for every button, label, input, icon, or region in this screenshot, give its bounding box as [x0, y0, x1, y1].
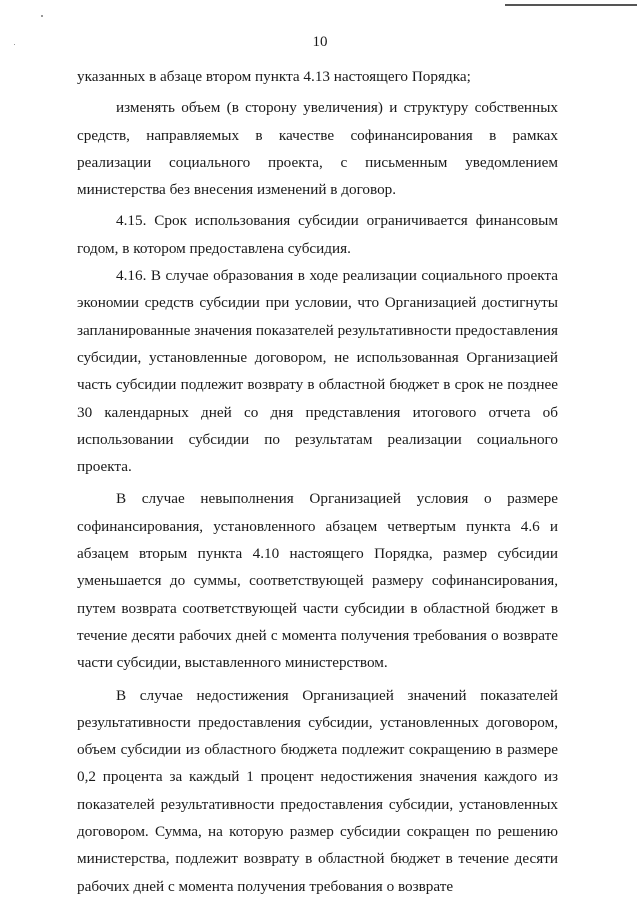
- paragraph-4-16: 4.16. В случае образования в ходе реализации социального проекта экономии средств субсидии при условии, что Организацией достигнуты запланированные значения показателей результативности предоставления субсидии, установленные договором, не использованная Организацией часть субсидии подлежит возврату в областной бюджет в срок не позднее 30 календарных дней со дня представления итогового отчета об использовании субсидии по результатам реализации социального проекта.: [77, 267, 558, 476]
- paragraph-continuation: указанных в абзаце втором пункта 4.13 настоящего Порядка;: [77, 68, 471, 85]
- document-body: [77, 63, 558, 900]
- paragraph-cofinancing-failure: В случае невыполнения Организацией условия о размере софинансирования, установленного абзацем четвертым пункта 4.6 и абзацем вторым пункта 4.10 настоящего Порядка, размер субсидии уменьшается до суммы, соответствующей размеру софинансирования, путем возврата соответствующей части субсидии в областной бюджет в течение десяти рабочих дней с момента получения требования о возврате части субсидии, выставленного министерством.: [77, 490, 558, 672]
- page-number: 10: [312, 34, 328, 50]
- scan-speck: [41, 15, 43, 17]
- paragraph-change-own-funds: изменять объем (в сторону увеличения) и структуру собственных средств, направляемых в качестве софинансирования в рамках реализации социального проекта, с письменным уведомлением министерства без внесения изменений в договор.: [77, 99, 558, 199]
- paragraph-results-shortfall: В случае недостижения Организацией значений показателей результативности предоставления субсидии, установленных договором, объем субсидии из областного бюджета подлежит сокращению в размере 0,2 процента за каждый 1 процент недостижения значения каждого из показателей результативности предоставления субсидии, установленных договором. Сумма, на которую размер субсидии сокращен по решению министерства, подлежит возврату в областной бюджет в течение десяти рабочих дней с момента получения требования о возврате: [77, 686, 558, 895]
- paragraph-4-15: 4.15. Срок использования субсидии ограничивается финансовым годом, в котором предоставлена субсидия.: [77, 212, 558, 257]
- top-border-line: [505, 4, 637, 6]
